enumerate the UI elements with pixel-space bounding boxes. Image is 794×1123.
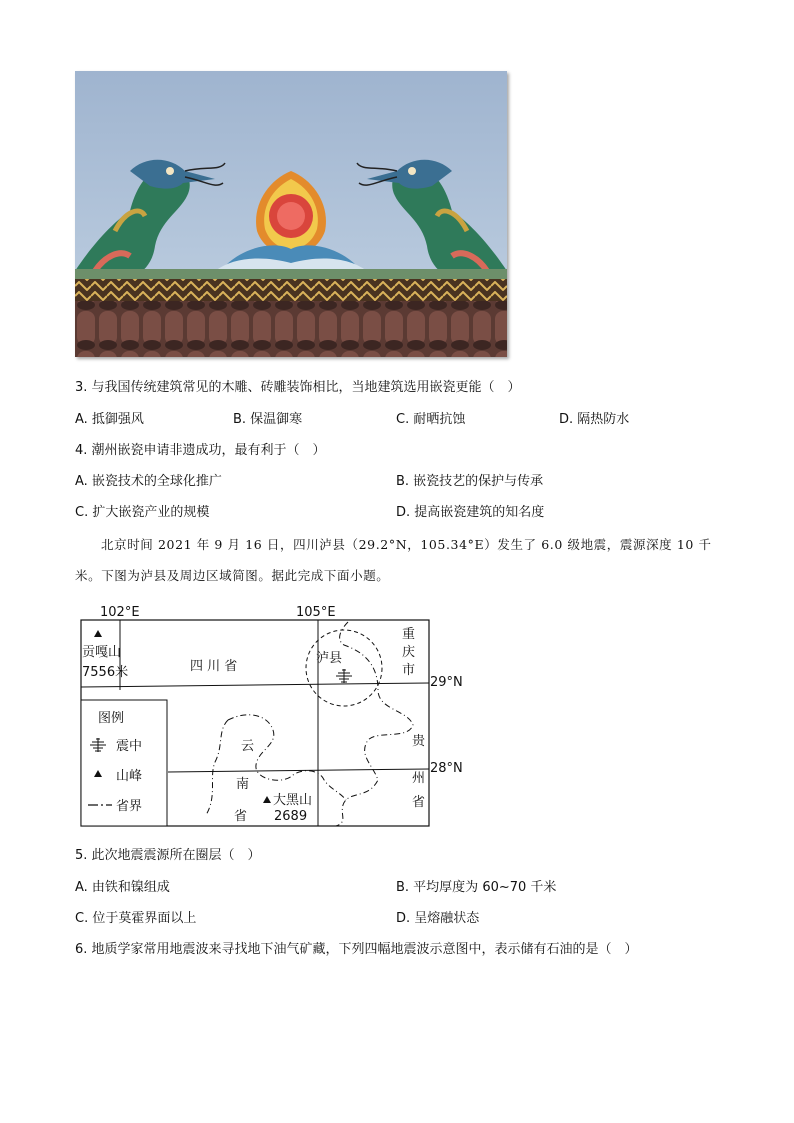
legend-epicenter-label: 震中 — [116, 739, 143, 754]
province-label-guizhou-2: 州 — [412, 771, 426, 786]
q3-option-b[interactable]: B. 保温御寒 — [233, 412, 303, 427]
q3-option-c[interactable]: C. 耐晒抗蚀 — [396, 412, 466, 427]
q4-option-d[interactable]: D. 提高嵌瓷建筑的知名度 — [396, 505, 545, 520]
county-label-luxian: 泸县 — [316, 651, 343, 666]
q5-option-a[interactable]: A. 由铁和镍组成 — [75, 880, 170, 895]
legend-peak-label: 山峰 — [116, 769, 143, 784]
peak-name-gongga: 贡嘎山 — [82, 645, 122, 660]
parallel-28 — [168, 769, 429, 772]
legend-title: 图例 — [98, 711, 125, 726]
epicenter-icon — [336, 669, 352, 683]
city-label-chongqing-2: 庆 — [402, 645, 416, 660]
roof-dragon-photo — [75, 71, 507, 357]
peak-height-gongga: 7556米 — [82, 665, 129, 680]
lon-label-105: 105°E — [296, 605, 336, 620]
province-label-sichuan: 四 川 省 — [190, 659, 238, 674]
peak-icon-daheishan — [263, 796, 271, 803]
q5-stem: 5. 此次地震震源所在圈层（ ） — [75, 848, 261, 863]
q3-stem: 3. 与我国传统建筑常见的木雕、砖雕装饰相比，当地建筑选用嵌瓷更能（ ） — [75, 380, 521, 395]
lat-label-28: 28°N — [430, 761, 463, 776]
q4-option-a[interactable]: A. 嵌瓷技术的全球化推广 — [75, 474, 222, 489]
legend-boundary-label: 省界 — [116, 799, 143, 814]
q6-stem: 6. 地质学家常用地震波来寻找地下油气矿藏，下列四幅地震波示意图中，表示储有石油的是（ ） — [75, 942, 638, 957]
province-label-guizhou-3: 省 — [412, 795, 426, 810]
city-label-chongqing-3: 市 — [402, 663, 416, 678]
parallel-29 — [81, 683, 429, 687]
q3-option-d[interactable]: D. 隔热防水 — [559, 412, 630, 427]
passage-line-1: 北京时间 2021 年 9 月 16 日，四川泸县（29.2°N，105.34°E）发生了 6.0 级地震，震源深度 10 千 — [101, 537, 712, 552]
peak-height-daheishan: 2689 — [274, 809, 308, 824]
peak-icon-gongga — [94, 630, 102, 637]
roof-dragon-illustration — [75, 71, 507, 357]
q5-option-c[interactable]: C. 位于莫霍界面以上 — [75, 911, 197, 926]
q4-option-c[interactable]: C. 扩大嵌瓷产业的规模 — [75, 505, 210, 520]
province-label-yunnan-3: 省 — [234, 809, 248, 824]
lat-label-29: 29°N — [430, 675, 463, 690]
q4-stem: 4. 潮州嵌瓷申请非遗成功，最有利于（ ） — [75, 443, 326, 458]
province-label-yunnan-2: 南 — [236, 777, 250, 792]
province-label-yunnan-1: 云 — [241, 739, 255, 754]
province-label-guizhou-1: 贵 — [412, 734, 426, 749]
peak-name-daheishan: 大黑山 — [273, 793, 313, 808]
q5-option-d[interactable]: D. 呈熔融状态 — [396, 911, 480, 926]
lon-label-102: 102°E — [100, 605, 140, 620]
luxian-circle — [306, 630, 382, 706]
map-svg — [78, 600, 463, 830]
q3-option-a[interactable]: A. 抵御强风 — [75, 412, 144, 427]
city-label-chongqing-1: 重 — [402, 627, 416, 642]
passage-line-2: 米。下图为泸县及周边区域简图。据此完成下面小题。 — [75, 568, 390, 583]
q5-option-b[interactable]: B. 平均厚度为 60~70 千米 — [396, 880, 557, 895]
province-boundary-west — [206, 720, 228, 815]
luxian-region-map — [78, 600, 463, 830]
q4-option-b[interactable]: B. 嵌瓷技艺的保护与传承 — [396, 474, 544, 489]
